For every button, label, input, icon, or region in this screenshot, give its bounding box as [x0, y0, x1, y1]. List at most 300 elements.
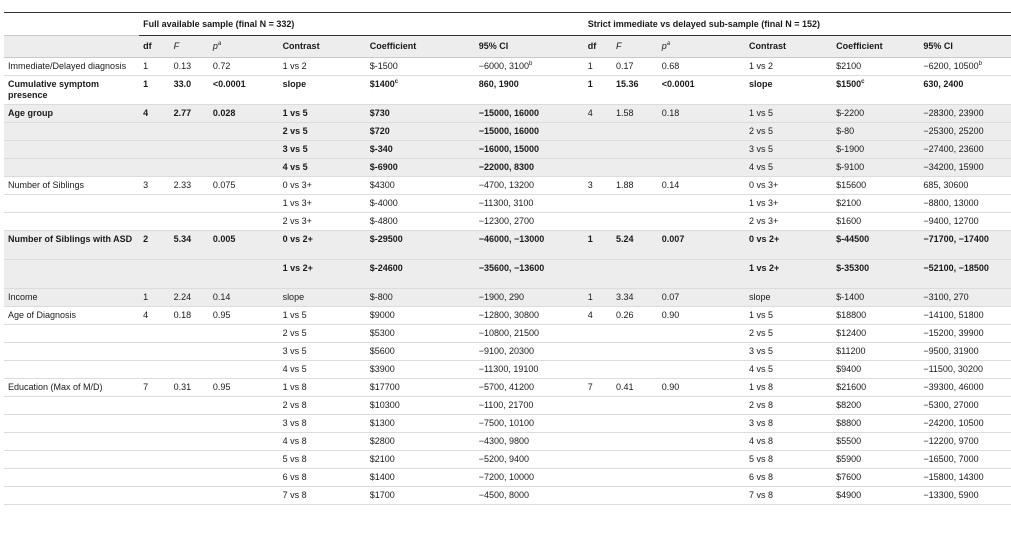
df-cell	[584, 159, 612, 177]
ci-cell: −15000, 16000	[475, 105, 584, 123]
coefficient-cell: $2100	[832, 58, 919, 76]
coefficient-cell: $-6900	[366, 159, 475, 177]
table-row	[4, 379, 1011, 397]
p-cell	[658, 343, 745, 361]
row-variable-cell: Number of Siblings with ASD	[4, 231, 139, 260]
contrast-cell: 2 vs 3+	[279, 213, 366, 231]
df-cell	[584, 361, 612, 379]
ci-cell: −15000, 16000	[475, 123, 584, 141]
contrast-cell: 5 vs 8	[745, 451, 832, 469]
row-variable-cell: Number of Siblings	[4, 177, 139, 195]
f-cell	[612, 343, 658, 361]
contrast-cell: 1 vs 2+	[279, 260, 366, 289]
row-variable-cell	[4, 343, 139, 361]
f-cell	[612, 397, 658, 415]
f-cell	[170, 469, 209, 487]
f-cell: 0.13	[170, 58, 209, 76]
ci-cell: −13300, 5900	[919, 487, 1011, 505]
df-cell	[584, 343, 612, 361]
table-row	[4, 451, 1011, 469]
f-cell: 15.36	[612, 76, 658, 105]
contrast-cell: 2 vs 8	[745, 397, 832, 415]
coefficient-cell: $1400	[366, 469, 475, 487]
contrast-cell: slope	[279, 289, 366, 307]
ci-cell: −39300, 46000	[919, 379, 1011, 397]
coefficient-cell: $1600	[832, 213, 919, 231]
p-cell	[209, 433, 279, 451]
table-row	[4, 469, 1011, 487]
p-cell	[209, 260, 279, 289]
f-cell	[170, 123, 209, 141]
coefficient-cell: $4300	[366, 177, 475, 195]
df-cell	[139, 141, 170, 159]
coefficient-cell: $-29500	[366, 231, 475, 260]
ci-cell: −9100, 20300	[475, 343, 584, 361]
ci-cell: −9400, 12700	[919, 213, 1011, 231]
f-cell: 0.18	[170, 307, 209, 325]
df-cell	[139, 361, 170, 379]
contrast-cell: slope	[745, 289, 832, 307]
row-variable-cell: Age group	[4, 105, 139, 123]
row-variable-cell: Cumulative symptom presence	[4, 76, 139, 105]
row-variable-cell	[4, 433, 139, 451]
col-df: df	[584, 36, 612, 58]
f-cell: 1.88	[612, 177, 658, 195]
coefficient-cell: $8200	[832, 397, 919, 415]
coefficient-cell: $2100	[366, 451, 475, 469]
df-cell	[139, 195, 170, 213]
contrast-cell: 3 vs 5	[745, 141, 832, 159]
coefficient-cell: $10300	[366, 397, 475, 415]
coefficient-cell: $5500	[832, 433, 919, 451]
df-cell	[584, 487, 612, 505]
f-cell: 2.24	[170, 289, 209, 307]
coefficient-cell: $-24600	[366, 260, 475, 289]
ci-cell: −12200, 9700	[919, 433, 1011, 451]
col-contrast: Contrast	[745, 36, 832, 58]
contrast-cell: 4 vs 5	[745, 361, 832, 379]
p-cell	[658, 415, 745, 433]
ci-cell: −9500, 31900	[919, 343, 1011, 361]
df-cell	[139, 397, 170, 415]
f-cell: 2.33	[170, 177, 209, 195]
df-cell	[584, 213, 612, 231]
p-cell	[658, 213, 745, 231]
df-cell	[139, 487, 170, 505]
p-cell	[658, 361, 745, 379]
col-ci: 95% CI	[475, 36, 584, 58]
table-row	[4, 141, 1011, 159]
p-cell: 0.68	[658, 58, 745, 76]
coefficient-cell: $12400	[832, 325, 919, 343]
table-body	[4, 58, 1011, 505]
ci-cell: −27400, 23600	[919, 141, 1011, 159]
p-cell	[658, 397, 745, 415]
p-cell	[209, 487, 279, 505]
p-cell: 0.90	[658, 379, 745, 397]
f-cell	[612, 469, 658, 487]
df-cell: 1	[139, 58, 170, 76]
df-cell	[139, 451, 170, 469]
col-df: df	[139, 36, 170, 58]
ci-cell: −16500, 7000	[919, 451, 1011, 469]
coefficient-cell: $5300	[366, 325, 475, 343]
col-F: F	[170, 36, 209, 58]
col-F: F	[612, 36, 658, 58]
df-cell	[139, 213, 170, 231]
coefficient-cell: $7600	[832, 469, 919, 487]
f-cell	[170, 433, 209, 451]
regression-table	[4, 13, 1011, 505]
contrast-cell: 6 vs 8	[279, 469, 366, 487]
ci-cell: −5300, 27000	[919, 397, 1011, 415]
coefficient-cell: $9000	[366, 307, 475, 325]
df-cell: 4	[139, 105, 170, 123]
coefficient-cell: $-44500	[832, 231, 919, 260]
ci-cell: −52100, −18500	[919, 260, 1011, 289]
df-cell	[139, 469, 170, 487]
p-cell: 0.07	[658, 289, 745, 307]
ci-cell: 685, 30600	[919, 177, 1011, 195]
table-row	[4, 325, 1011, 343]
p-cell: <0.0001	[658, 76, 745, 105]
p-cell	[658, 487, 745, 505]
p-cell	[209, 325, 279, 343]
coefficient-cell: $-4000	[366, 195, 475, 213]
table-top-rule	[4, 12, 1011, 13]
df-cell: 7	[139, 379, 170, 397]
group-full-sample: Full available sample (final N = 332)	[139, 13, 584, 36]
p-cell: <0.0001	[209, 76, 279, 105]
contrast-cell: 1 vs 5	[745, 307, 832, 325]
coefficient-cell: $9400	[832, 361, 919, 379]
f-cell: 3.34	[612, 289, 658, 307]
f-cell	[612, 451, 658, 469]
row-variable-cell	[4, 195, 139, 213]
table-row	[4, 195, 1011, 213]
ci-cell: −14100, 51800	[919, 307, 1011, 325]
f-cell	[170, 213, 209, 231]
ci-cell: −16000, 15000	[475, 141, 584, 159]
table-row	[4, 289, 1011, 307]
ci-cell: −10800, 21500	[475, 325, 584, 343]
coefficient-cell: $15600	[832, 177, 919, 195]
coefficient-cell: $-1400	[832, 289, 919, 307]
table-row	[4, 307, 1011, 325]
df-cell: 1	[139, 289, 170, 307]
p-cell	[209, 343, 279, 361]
df-cell	[139, 123, 170, 141]
ci-cell: −5200, 9400	[475, 451, 584, 469]
df-cell	[584, 415, 612, 433]
table-row	[4, 231, 1011, 260]
p-cell	[658, 123, 745, 141]
ci-cell: −8800, 13000	[919, 195, 1011, 213]
coefficient-cell: $-9100	[832, 159, 919, 177]
p-cell	[209, 469, 279, 487]
p-cell: 0.14	[209, 289, 279, 307]
row-variable-cell	[4, 487, 139, 505]
f-cell	[612, 195, 658, 213]
row-variable-cell	[4, 213, 139, 231]
ci-cell: −34200, 15900	[919, 159, 1011, 177]
df-cell: 7	[584, 379, 612, 397]
ci-cell: −11300, 3100	[475, 195, 584, 213]
row-variable-cell	[4, 397, 139, 415]
p-cell	[658, 159, 745, 177]
contrast-cell: 5 vs 8	[279, 451, 366, 469]
coefficient-cell: $18800	[832, 307, 919, 325]
df-cell	[584, 397, 612, 415]
contrast-cell: 2 vs 5	[745, 325, 832, 343]
f-cell	[170, 343, 209, 361]
coefficient-cell: $4900	[832, 487, 919, 505]
f-cell	[612, 361, 658, 379]
contrast-cell: 7 vs 8	[745, 487, 832, 505]
f-cell	[612, 159, 658, 177]
coefficient-cell: $11200	[832, 343, 919, 361]
f-cell	[170, 415, 209, 433]
contrast-cell: 1 vs 3+	[745, 195, 832, 213]
p-cell: 0.005	[209, 231, 279, 260]
p-cell: 0.95	[209, 379, 279, 397]
df-cell	[584, 141, 612, 159]
ci-cell: −22000, 8300	[475, 159, 584, 177]
coefficient-cell: $-4800	[366, 213, 475, 231]
p-cell	[209, 195, 279, 213]
p-cell: 0.18	[658, 105, 745, 123]
coefficient-cell: $-35300	[832, 260, 919, 289]
contrast-cell: 1 vs 5	[745, 105, 832, 123]
ci-cell: −1100, 21700	[475, 397, 584, 415]
df-cell: 1	[584, 58, 612, 76]
df-cell: 1	[584, 231, 612, 260]
f-cell	[170, 159, 209, 177]
col-ci: 95% CI	[919, 36, 1011, 58]
ci-cell: −46000, −13000	[475, 231, 584, 260]
ci-cell: −1900, 290	[475, 289, 584, 307]
contrast-cell: 1 vs 3+	[279, 195, 366, 213]
ci-cell: −3100, 270	[919, 289, 1011, 307]
row-variable-cell	[4, 451, 139, 469]
p-cell	[209, 213, 279, 231]
f-cell	[170, 361, 209, 379]
df-cell: 4	[139, 307, 170, 325]
f-cell	[612, 487, 658, 505]
contrast-cell: 1 vs 2	[279, 58, 366, 76]
contrast-cell: 6 vs 8	[745, 469, 832, 487]
f-cell	[612, 141, 658, 159]
df-cell: 2	[139, 231, 170, 260]
table-row	[4, 105, 1011, 123]
df-cell	[584, 325, 612, 343]
f-cell	[170, 141, 209, 159]
f-cell	[612, 260, 658, 289]
coefficient-cell: $-1900	[832, 141, 919, 159]
contrast-cell: 1 vs 2+	[745, 260, 832, 289]
p-cell: 0.90	[658, 307, 745, 325]
regression-table-container	[4, 12, 1011, 505]
df-cell: 1	[139, 76, 170, 105]
contrast-cell: 3 vs 5	[745, 343, 832, 361]
p-cell	[658, 195, 745, 213]
contrast-cell: 4 vs 5	[279, 361, 366, 379]
contrast-cell: 2 vs 5	[279, 325, 366, 343]
table-row	[4, 76, 1011, 105]
table-row	[4, 433, 1011, 451]
col-contrast: Contrast	[279, 36, 366, 58]
contrast-cell: 1 vs 8	[745, 379, 832, 397]
df-cell: 1	[584, 289, 612, 307]
contrast-cell: 2 vs 5	[279, 123, 366, 141]
df-cell	[139, 159, 170, 177]
contrast-cell: 4 vs 5	[279, 159, 366, 177]
contrast-cell: 2 vs 8	[279, 397, 366, 415]
p-cell	[209, 159, 279, 177]
row-variable-cell: Age of Diagnosis	[4, 307, 139, 325]
coefficient-cell: $3900	[366, 361, 475, 379]
coefficient-cell: $720	[366, 123, 475, 141]
coefficient-cell: $2800	[366, 433, 475, 451]
df-cell: 3	[584, 177, 612, 195]
contrast-cell: slope	[279, 76, 366, 105]
p-cell	[209, 141, 279, 159]
contrast-cell: 3 vs 5	[279, 343, 366, 361]
ci-cell: −11300, 19100	[475, 361, 584, 379]
coefficient-cell: $-80	[832, 123, 919, 141]
coefficient-cell: $21600	[832, 379, 919, 397]
table-row	[4, 397, 1011, 415]
df-cell	[584, 195, 612, 213]
table-row	[4, 177, 1011, 195]
df-cell	[139, 325, 170, 343]
table-row	[4, 343, 1011, 361]
contrast-cell: 2 vs 3+	[745, 213, 832, 231]
group-strict-subsample: Strict immediate vs delayed sub-sample (final N = 152)	[584, 13, 1011, 36]
coefficient-cell: $5600	[366, 343, 475, 361]
ci-cell: −28300, 23900	[919, 105, 1011, 123]
row-variable-cell	[4, 123, 139, 141]
f-cell: 2.77	[170, 105, 209, 123]
df-cell	[584, 433, 612, 451]
coefficient-cell: $1400$^c$	[366, 76, 475, 105]
contrast-cell: 0 vs 3+	[279, 177, 366, 195]
coefficient-cell: $-1500	[366, 58, 475, 76]
f-cell	[612, 433, 658, 451]
df-cell: 4	[584, 307, 612, 325]
p-cell	[658, 141, 745, 159]
ci-cell: 630, 2400	[919, 76, 1011, 105]
f-cell: 1.58	[612, 105, 658, 123]
contrast-cell: 0 vs 3+	[745, 177, 832, 195]
f-cell: 5.34	[170, 231, 209, 260]
ci-cell: −6000, 3100$^b$	[475, 58, 584, 76]
contrast-cell: 1 vs 8	[279, 379, 366, 397]
f-cell: 33.0	[170, 76, 209, 105]
f-cell	[170, 487, 209, 505]
row-variable-cell	[4, 415, 139, 433]
col-coefficient: Coefficient	[366, 36, 475, 58]
coefficient-cell: $-340	[366, 141, 475, 159]
row-variable-cell	[4, 469, 139, 487]
p-cell	[209, 397, 279, 415]
table-row	[4, 361, 1011, 379]
row-variable-cell: Immediate/Delayed diagnosis	[4, 58, 139, 76]
coefficient-cell: $-800	[366, 289, 475, 307]
ci-cell: −6200, 10500$^b$	[919, 58, 1011, 76]
f-cell	[170, 260, 209, 289]
coefficient-cell: $1700	[366, 487, 475, 505]
ci-cell: −15200, 39900	[919, 325, 1011, 343]
p-cell: 0.007	[658, 231, 745, 260]
p-cell	[209, 361, 279, 379]
contrast-cell: 1 vs 5	[279, 307, 366, 325]
df-cell	[584, 260, 612, 289]
coefficient-cell: $-2200	[832, 105, 919, 123]
contrast-cell: 0 vs 2+	[745, 231, 832, 260]
df-cell: 4	[584, 105, 612, 123]
row-variable-cell	[4, 141, 139, 159]
coefficient-cell: $5900	[832, 451, 919, 469]
ci-cell: −7200, 10000	[475, 469, 584, 487]
f-cell	[170, 195, 209, 213]
f-cell: 0.31	[170, 379, 209, 397]
table-row	[4, 58, 1011, 76]
coefficient-cell: $1500$^c$	[832, 76, 919, 105]
ci-cell: 860, 1900	[475, 76, 584, 105]
p-cell	[658, 325, 745, 343]
row-variable-cell	[4, 159, 139, 177]
col-p: $p^a$	[658, 36, 745, 58]
col-p: $p^a$	[209, 36, 279, 58]
contrast-cell: 3 vs 8	[745, 415, 832, 433]
ci-cell: −11500, 30200	[919, 361, 1011, 379]
row-variable-cell	[4, 260, 139, 289]
table-row	[4, 260, 1011, 289]
contrast-cell: 3 vs 8	[279, 415, 366, 433]
f-cell	[612, 213, 658, 231]
f-cell	[612, 415, 658, 433]
coefficient-cell: $2100	[832, 195, 919, 213]
df-cell	[139, 433, 170, 451]
ci-cell: −4500, 8000	[475, 487, 584, 505]
p-cell: 0.72	[209, 58, 279, 76]
p-cell	[209, 451, 279, 469]
contrast-cell: 4 vs 5	[745, 159, 832, 177]
p-cell: 0.95	[209, 307, 279, 325]
df-cell	[139, 343, 170, 361]
contrast-cell: 1 vs 2	[745, 58, 832, 76]
table-row	[4, 213, 1011, 231]
row-variable-cell	[4, 325, 139, 343]
df-cell	[139, 260, 170, 289]
ci-cell: −15800, 14300	[919, 469, 1011, 487]
contrast-cell: slope	[745, 76, 832, 105]
contrast-cell: 4 vs 8	[279, 433, 366, 451]
contrast-cell: 3 vs 5	[279, 141, 366, 159]
df-cell	[584, 469, 612, 487]
p-cell	[658, 469, 745, 487]
col-coefficient: Coefficient	[832, 36, 919, 58]
f-cell	[612, 123, 658, 141]
table-row	[4, 415, 1011, 433]
df-cell	[584, 123, 612, 141]
f-cell	[170, 451, 209, 469]
p-cell	[209, 123, 279, 141]
f-cell: 5.24	[612, 231, 658, 260]
column-header-row	[4, 36, 1011, 58]
df-cell: 1	[584, 76, 612, 105]
